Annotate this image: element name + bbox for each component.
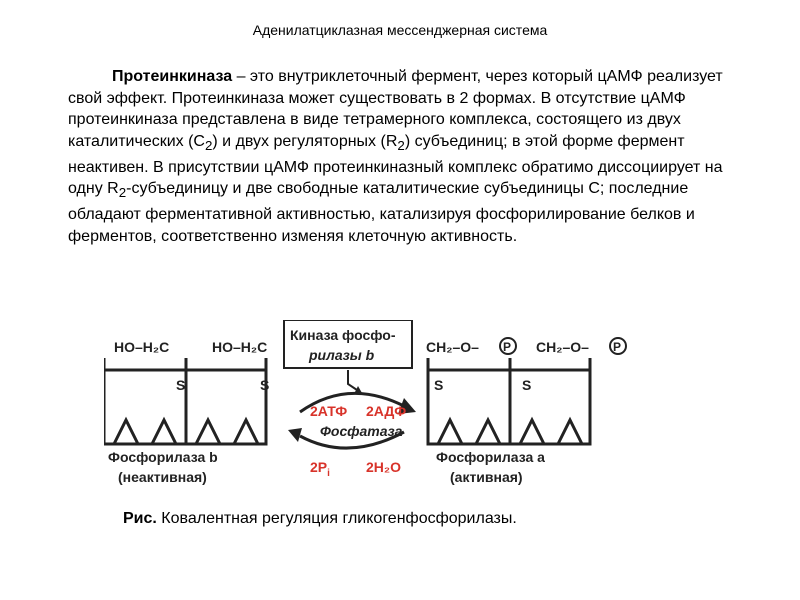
kinase-label-line2: рилазы b: [309, 347, 375, 363]
adp-label: 2АДФ: [366, 403, 407, 419]
phosphatase-label: Фосфатаза: [320, 423, 403, 439]
right-group-1: CH₂–O–: [426, 339, 479, 355]
caption-text: Ковалентная регуляция гликогенфосфорилазы.: [156, 510, 517, 527]
left-group-1: HO–H₂C: [114, 339, 170, 355]
atp-label: 2АТФ: [310, 403, 348, 419]
kinase-label-line1: Киназа фосфо-: [290, 327, 396, 343]
subscript-r2-second: 2: [118, 185, 127, 201]
caption-label: Рис.: [123, 510, 157, 527]
left-enzyme-state: (неактивная): [118, 469, 207, 485]
s-label-left-2: S: [260, 377, 270, 393]
s-label-right-1: S: [434, 377, 444, 393]
pi-label: $2P_i$: [310, 459, 330, 479]
term-protein-kinase: Протеинкиназа: [112, 68, 233, 85]
right-enzyme-name: Фосфорилаза a: [436, 449, 545, 465]
right-enzyme-state: (активная): [450, 469, 523, 485]
reverse-arrowhead: [288, 428, 302, 442]
paragraph-text-1: – это внутриклеточный фермент, через который цАМФ реализует свой эффект. Протеинкиназа может существовать в 2 формах. В отсутствие цАМФ протеинкиназа представлена в виде тетрамерного комплекса, состоящего из двух каталитических (C: [68, 68, 723, 150]
phosphate-label-1: P: [503, 340, 512, 354]
paragraph-text-4: -субъединицу и две свободные каталитические субъединицы С; последние обладают ферментативной активностью, катализируя фосфорилирование белков и ферментов, соответственно изменяя клеточную активность.: [68, 180, 695, 245]
left-group-2: HO–H₂C: [212, 339, 268, 355]
paragraph-text-3: ) субъединиц; в этой форме фермент неактивен. В присутствии цАМФ протеинкиназный комплекс обратимо диссоциирует на одну R: [68, 132, 723, 198]
body-paragraph: [68, 66, 740, 247]
paragraph-text-2: ) и двух регуляторных (R: [212, 132, 398, 150]
figure-caption: [123, 510, 517, 528]
left-enzyme-name: Фосфорилаза b: [108, 449, 218, 465]
page-title: Аденилатциклазная мессенджерная система: [252, 22, 548, 38]
s-label-right-2: S: [522, 377, 532, 393]
right-group-2: CH₂–O–: [536, 339, 589, 355]
glycogen-phosphorylase-diagram: [104, 320, 640, 496]
phosphorylase-a-structure: [428, 358, 590, 444]
s-label-left-1: S: [176, 377, 186, 393]
subscript-r2: 2: [397, 137, 405, 153]
phosphorylase-b-structure: [104, 358, 266, 444]
phosphate-label-2: P: [613, 340, 622, 354]
subscript-c2: 2: [204, 137, 213, 153]
water-label: 2H₂O: [366, 459, 402, 475]
